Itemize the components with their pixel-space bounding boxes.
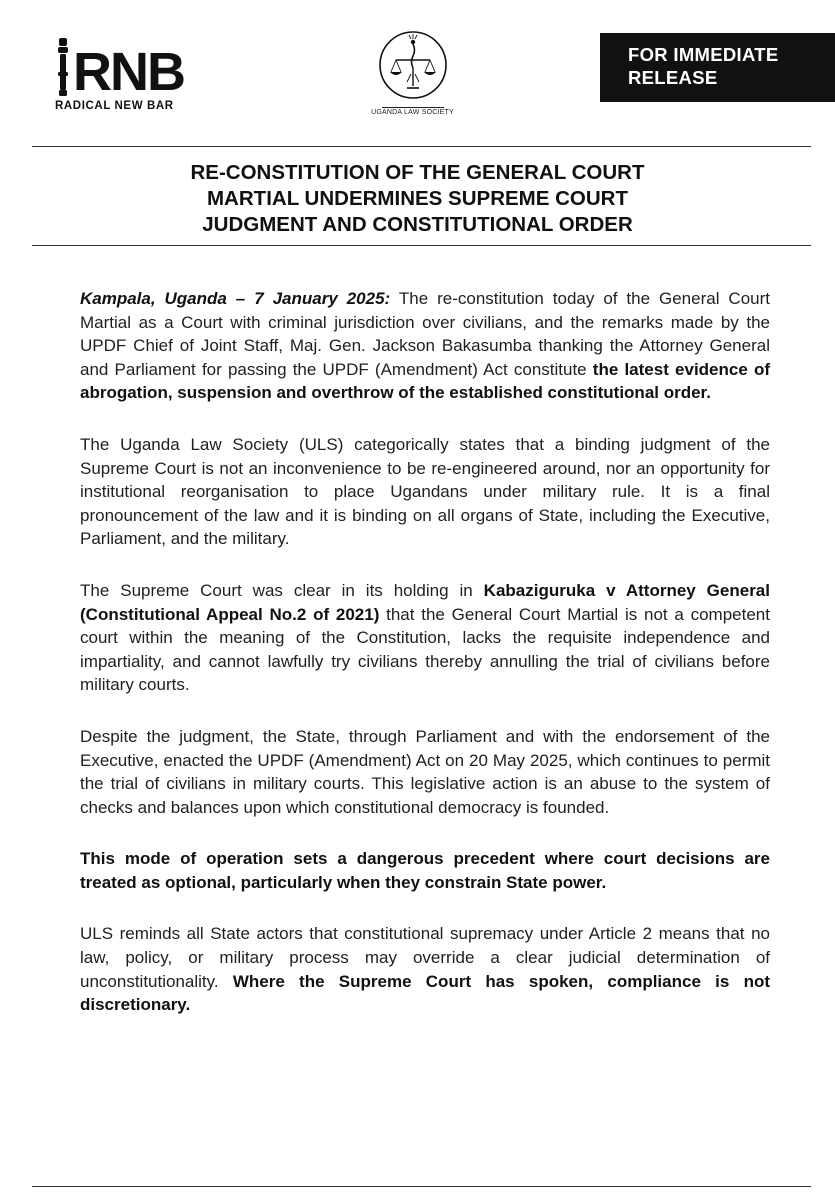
rnb-mace-emblem: [55, 38, 205, 96]
letterhead: [0, 0, 835, 140]
paragraph-1-text: The re-constitution today of the General Court Martial as a Court with criminal jurisdiction over civilians, and the remarks made by the UPDF Chief of Joint Staff, Maj. Gen. Jackson Bakasumba thanking the Attorney General and Parliament for passing the UPDF (Amendment) Act constitute: [80, 289, 770, 379]
paragraph-3-text-b: that the General Court Martial is not a competent court within the meaning of the Constitution, lacks the requisite independence and impartiality, and cannot lawfully try civilians thereby annulling the trial of civilians before military courts.: [80, 604, 770, 695]
uls-caption-rule: [382, 107, 444, 108]
for-immediate-release-badge: [600, 33, 835, 102]
paragraph-3-text-a: The Supreme Court was clear in its holding in: [80, 580, 484, 600]
paragraph-6-emphasis: Where the Supreme Court has spoken, compliance is not discretionary.: [80, 971, 770, 1015]
case-citation: Kabaziguruka v Attorney General (Constitutional Appeal No.2 of 2021): [80, 580, 770, 624]
paragraph-4: [80, 725, 770, 819]
rnb-logo: [55, 38, 205, 118]
paragraph-5-emphasis: This mode of operation sets a dangerous precedent where court decisions are treated as optional, particularly when they constrain State power.: [80, 849, 770, 892]
paragraph-1-emphasis: the latest evidence of abrogation, suspension and overthrow of the established constitutional order.: [80, 359, 771, 403]
footer-divider: [32, 1186, 811, 1187]
title-bottom-divider: [32, 245, 811, 246]
title-line-2: MARTIAL UNDERMINES SUPREME COURT: [206, 187, 629, 210]
uls-caption: UGANDA LAW SOCIETY: [371, 109, 454, 116]
title-line-1: RE-CONSTITUTION OF THE GENERAL COURT: [190, 161, 645, 184]
rnb-letters: RNB: [73, 42, 184, 96]
paragraph-2: [80, 433, 770, 551]
paragraph-6-text: ULS reminds all State actors that constitutional supremacy under Article 2 means that no law, policy, or military process may override a clear judicial determination of unconstitutionality.: [80, 924, 770, 991]
scales-of-justice-icon: [378, 30, 448, 100]
paragraph-3: [80, 579, 770, 697]
release-line-1: FOR IMMEDIATE: [628, 44, 779, 65]
title-line-3: JUDGMENT AND CONSTITUTIONAL ORDER: [202, 213, 633, 236]
press-release-body: [80, 287, 770, 1045]
press-release-title: [60, 160, 775, 238]
dateline: Kampala, Uganda – 7 January 2025:: [80, 289, 391, 308]
release-line-2: RELEASE: [628, 67, 718, 88]
paragraph-4-text: Despite the judgment, the State, through Parliament and with the endorsement of the Executive, enacted the UPDF (Amendment) Act on 20 May 2025, which continues to permit the trial of civilians in military courts. This legislative action is an abuse to the system of checks and balances upon which constitutional democracy is founded.: [80, 726, 770, 817]
paragraph-5: [80, 847, 770, 894]
title-top-divider: [32, 146, 811, 147]
paragraph-2-text: The Uganda Law Society (ULS) categorically states that a binding judgment of the Supreme Court is not an inconvenience to be re-engineered around, nor an opportunity for institutional reorganisation to place Ugandans under military rule. It is a final pronouncement of the law and it is binding on all organs of State, including the Executive, Parliament, and the military.: [80, 434, 770, 549]
paragraph-6: [80, 922, 770, 1016]
rnb-subtitle: RADICAL NEW BAR: [55, 100, 174, 112]
uls-logo: [370, 30, 455, 120]
paragraph-1: [80, 287, 770, 405]
